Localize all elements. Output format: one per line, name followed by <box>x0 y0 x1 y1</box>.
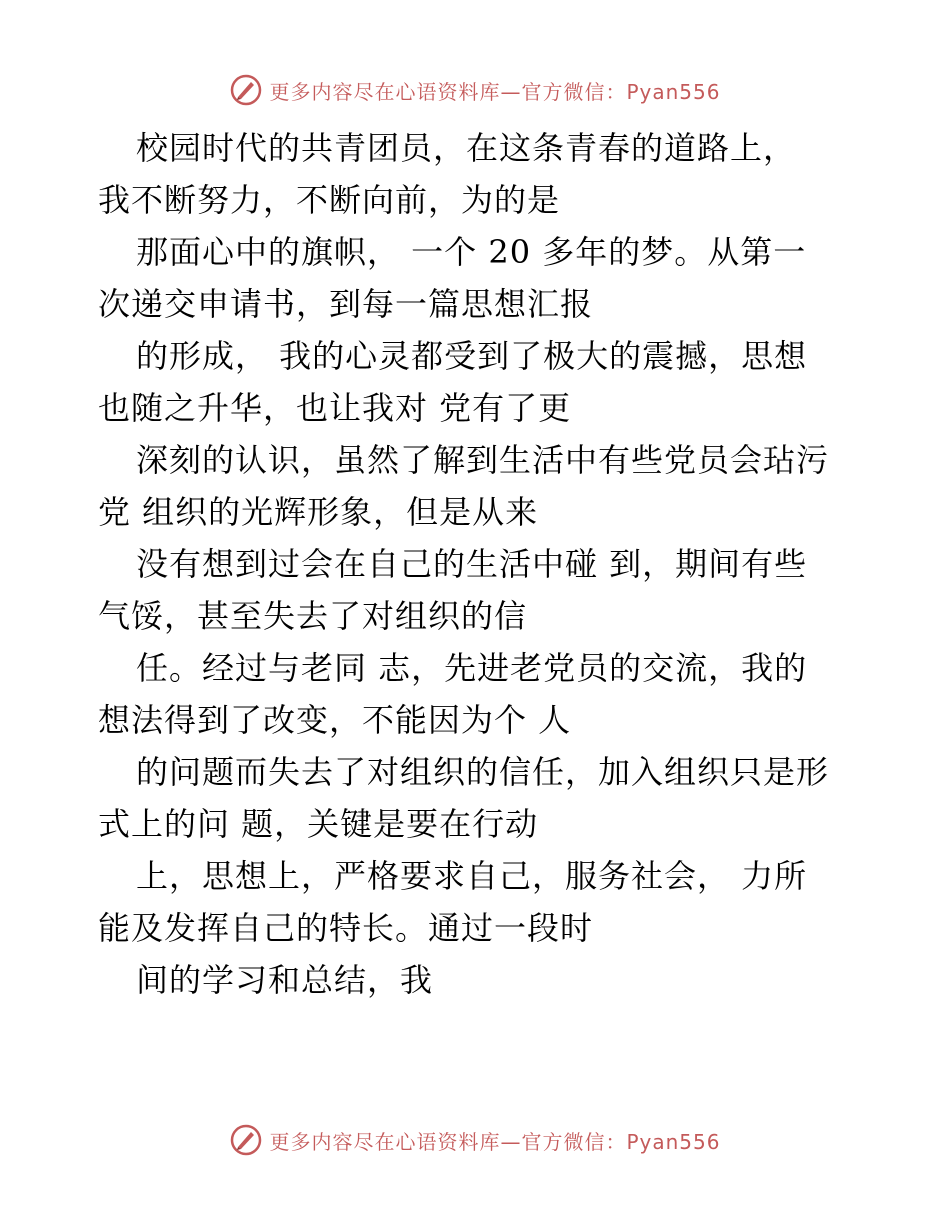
text-line: 也随之升华，也让我对 党有了更 <box>98 389 572 427</box>
document-body <box>98 122 858 1006</box>
text-line: 党 组织的光辉形象，但是从来 <box>98 493 539 531</box>
text-line: 的形成， 我的心灵都受到了极大的震撼，思想 <box>136 337 808 375</box>
quill-logo-icon <box>229 73 263 107</box>
text-line: 间的学习和总结，我 <box>136 961 434 999</box>
text-line: 想法得到了改变，不能因为个 人 <box>98 701 572 739</box>
text-line: 那面心中的旗帜， 一个 20 多年的梦。从第一 <box>136 233 807 271</box>
text-line: 深刻的认识，虽然了解到生活中有些党员会玷污 <box>136 441 830 479</box>
footer-banner <box>0 1120 950 1160</box>
quill-logo-icon <box>229 1123 263 1157</box>
header-banner <box>0 70 950 110</box>
text-line: 校园时代的共青团员，在这条青春的道路上， <box>136 129 797 167</box>
text-line: 没有想到过会在自己的生活中碰 到，期间有些 <box>136 545 808 583</box>
text-line: 气馁，甚至失去了对组织的信 <box>98 597 528 635</box>
text-line: 任。经过与老同 志，先进老党员的交流，我的 <box>136 649 808 687</box>
text-line: 的问题而失去了对组织的信任，加入组织只是形 <box>136 753 830 791</box>
text-line: 上，思想上，严格要求自己，服务社会， 力所 <box>136 857 808 895</box>
text-line: 我不断努力，不断向前，为的是 <box>98 181 561 219</box>
text-line: 式上的问 题，关键是要在行动 <box>98 805 539 843</box>
footer-banner-text: 更多内容尽在心语资料库—官方微信：Pyan556 <box>269 1129 721 1154</box>
text-line: 能及发挥自己的特长。通过一段时 <box>98 909 594 947</box>
header-banner-text: 更多内容尽在心语资料库—官方微信：Pyan556 <box>269 79 721 104</box>
text-line: 次递交申请书，到每一篇思想汇报 <box>98 285 594 323</box>
